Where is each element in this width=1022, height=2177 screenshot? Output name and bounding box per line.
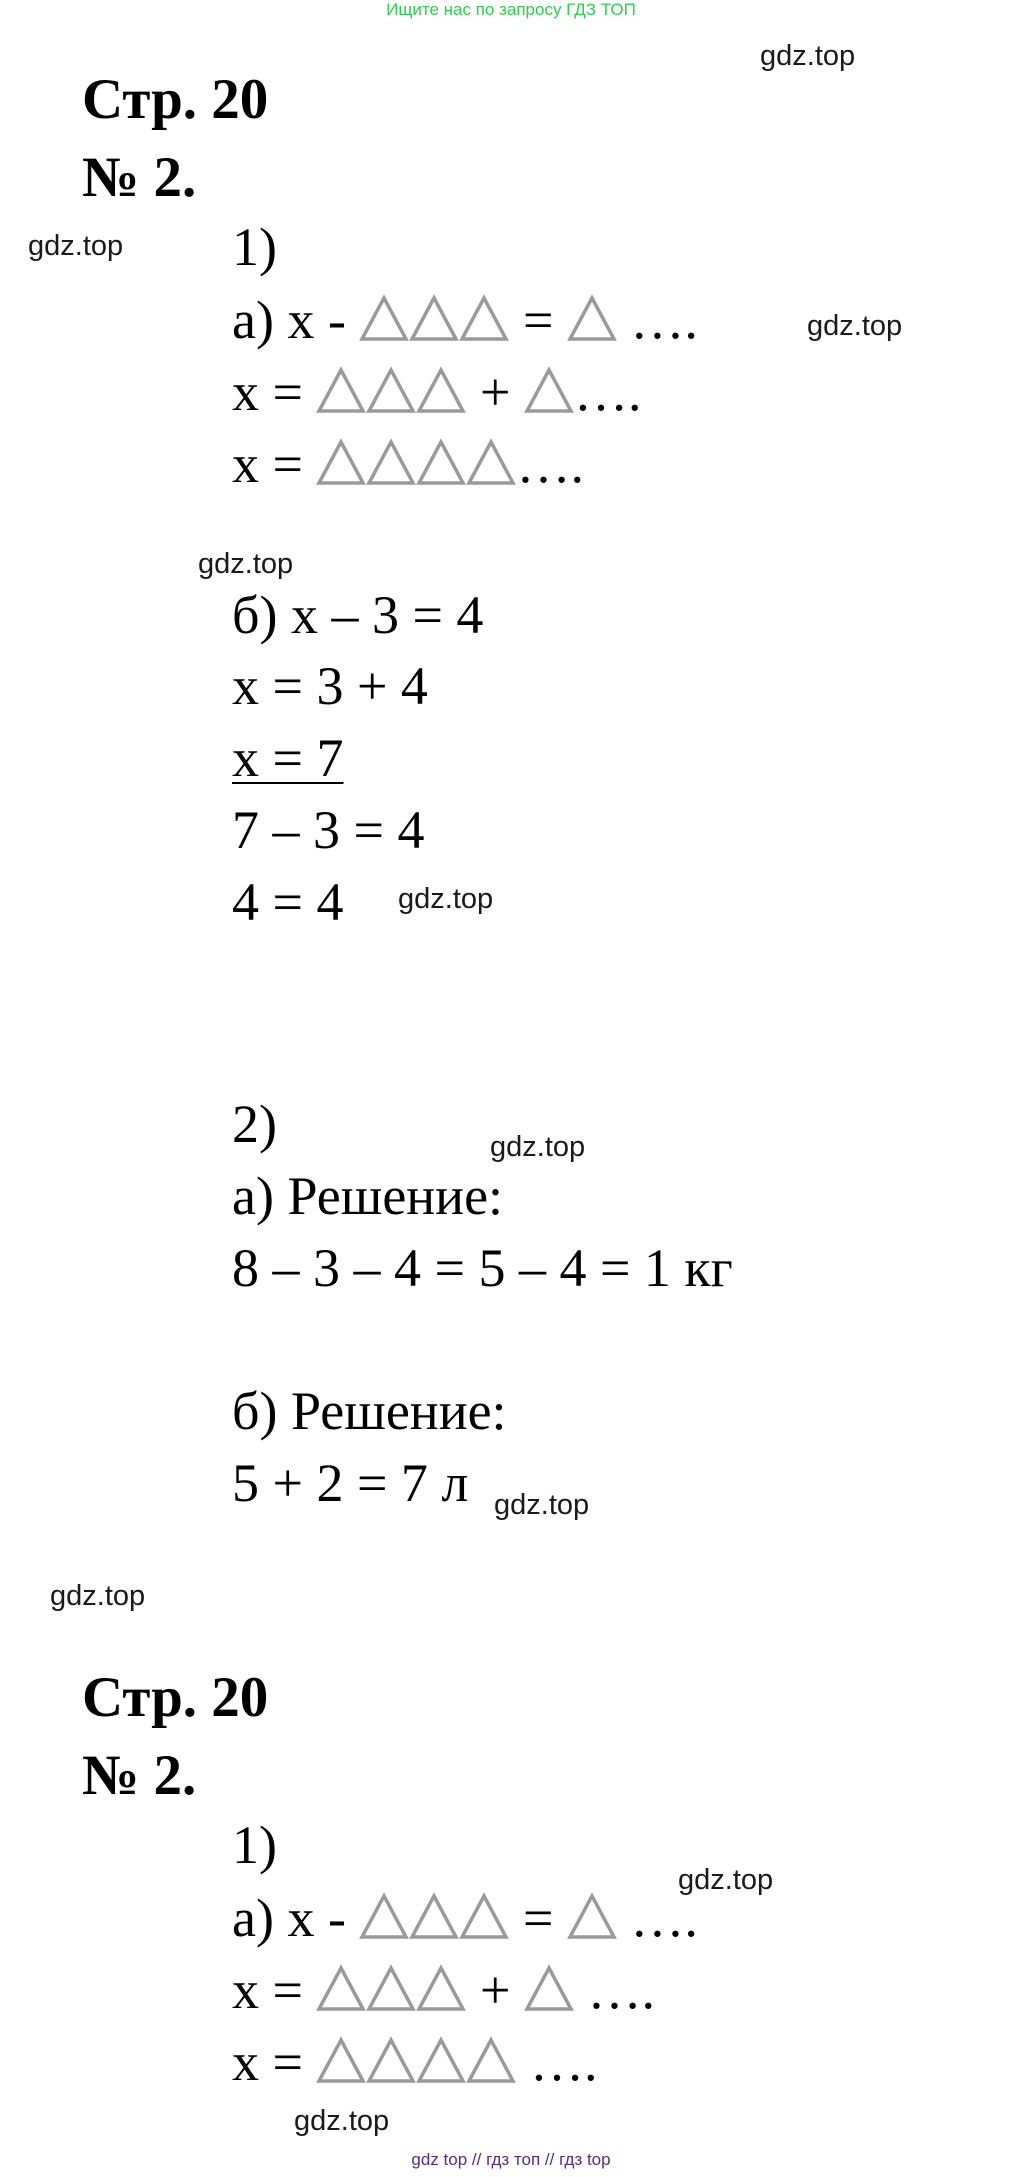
triangle-icon [459, 294, 509, 354]
triangle-icon [524, 366, 574, 426]
equation-a-line1 [232, 1888, 698, 1952]
ellipsis: …. [516, 434, 584, 494]
page-title: Стр. 20 [82, 1666, 269, 1729]
watermark: gdz.top [50, 1580, 146, 1612]
watermark: gdz.top [678, 1864, 774, 1896]
equation-a-line1 [232, 290, 698, 354]
ellipsis: …. [630, 290, 698, 350]
footer-links[interactable]: gdz top // гдз топ // гдз top [411, 2150, 611, 2169]
part-label: 2) [232, 1094, 277, 1154]
watermark: gdz.top [807, 310, 903, 342]
page-title: Стр. 20 [82, 68, 269, 131]
watermark: gdz.top [398, 883, 494, 915]
ellipsis: …. [630, 1888, 698, 1948]
ellipsis: …. [587, 1960, 655, 2020]
equation-text: а) х - [232, 290, 346, 350]
equation-b-line1: б) х – 3 = 4 [232, 585, 484, 645]
ellipsis: …. [529, 2032, 598, 2092]
ellipsis: …. [573, 362, 642, 422]
solution-b-calc: 5 + 2 = 7 л [232, 1453, 469, 1513]
plus-sign: + [479, 362, 511, 422]
equation-b-answer: х = 7 [232, 728, 344, 788]
equals-sign: = [522, 290, 554, 350]
watermark: gdz.top [494, 1489, 590, 1521]
equation-a-line3 [232, 434, 584, 498]
top-banner[interactable]: Ищите нас по запросу ГДЗ ТОП [386, 0, 636, 19]
triangle-icon [459, 1892, 509, 1952]
watermark: gdz.top [198, 548, 294, 580]
equation-text: х = [232, 1960, 303, 2020]
equals-sign: = [522, 1888, 554, 1948]
triangle-icon [366, 366, 416, 426]
triangle-icon [416, 366, 466, 426]
equation-a-line3 [232, 2032, 597, 2096]
part-label: 1) [232, 1815, 277, 1875]
triangle-icon [466, 438, 516, 498]
triangle-icon [359, 1892, 409, 1952]
solution-a-title: а) Решение: [232, 1166, 504, 1226]
watermark: gdz.top [28, 230, 124, 262]
triangle-icon [366, 438, 416, 498]
triangle-icon [316, 2036, 366, 2096]
triangle-icon [416, 438, 466, 498]
task-number: № 2. [82, 146, 197, 209]
triangle-icon [409, 294, 459, 354]
solution-b-title: б) Решение: [232, 1381, 507, 1441]
plus-sign: + [479, 1960, 511, 2020]
part-label: 1) [232, 217, 277, 277]
triangle-icon [416, 1964, 466, 2024]
solution-a-calc: 8 – 3 – 4 = 5 – 4 = 1 кг [232, 1238, 733, 1298]
triangle-icon [316, 1964, 366, 2024]
triangle-icon [466, 2036, 516, 2096]
watermark: gdz.top [760, 40, 856, 72]
equation-text: х = [232, 434, 303, 494]
task-number: № 2. [82, 1744, 197, 1807]
triangle-icon [409, 1892, 459, 1952]
equation-text: х = [232, 2032, 303, 2092]
triangle-icon [359, 294, 409, 354]
triangle-icon [316, 438, 366, 498]
triangle-icon [366, 1964, 416, 2024]
equation-b-check: 7 – 3 = 4 [232, 800, 425, 860]
equation-text: х = [232, 362, 303, 422]
triangle-icon [524, 1964, 574, 2024]
triangle-icon [567, 294, 617, 354]
equation-a-line2 [232, 362, 641, 426]
triangle-icon [316, 366, 366, 426]
equation-b-result: 4 = 4 [232, 872, 344, 932]
watermark: gdz.top [490, 1131, 586, 1163]
equation-text: а) х - [232, 1888, 346, 1948]
watermark: gdz.top [294, 2105, 390, 2137]
triangle-icon [567, 1892, 617, 1952]
triangle-icon [416, 2036, 466, 2096]
triangle-icon [366, 2036, 416, 2096]
equation-b-line2: х = 3 + 4 [232, 656, 428, 716]
equation-a-line2 [232, 1960, 655, 2024]
